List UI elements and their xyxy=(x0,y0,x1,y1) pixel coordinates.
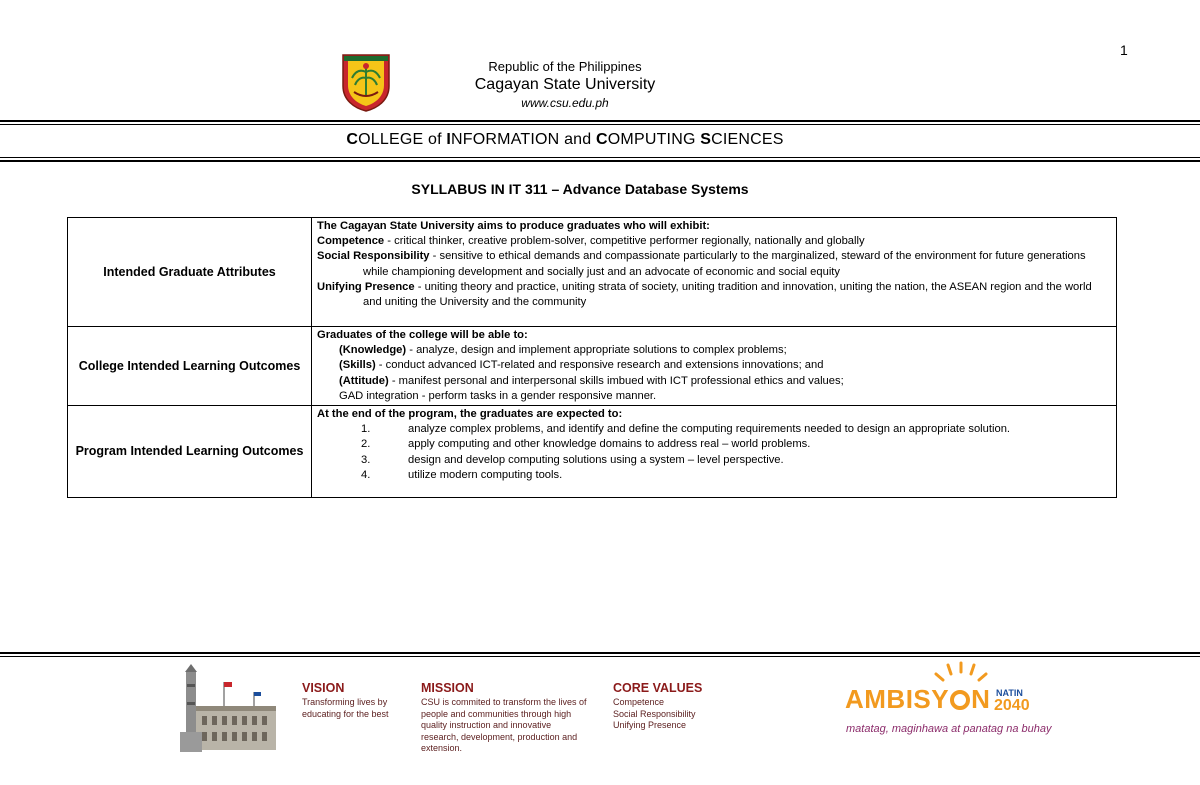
vision-text: Transforming lives by educating for the best xyxy=(302,697,389,719)
college-outcomes-intro: Graduates of the college will be able to: xyxy=(317,329,528,341)
footer-rule xyxy=(0,652,1200,654)
table-row-college-outcomes xyxy=(68,327,1117,406)
table-row-program-outcomes xyxy=(68,406,1117,498)
syllabus-table xyxy=(67,217,1117,498)
university-website: www.csu.edu.ph xyxy=(521,96,609,110)
attribute-competence: Competence - critical thinker, creative problem-solver, competitive performer regionally, nationally and globally xyxy=(317,235,865,248)
university-name: Cagayan State University xyxy=(474,76,656,93)
outcome-skills: (Skills) - conduct advanced ICT-related and responsive research and extensions innovations; and xyxy=(339,359,824,372)
attribute-social-responsibility: Social Responsibility - sensitive to ethical demands and compassionate particularly to the marginalized, steward of the environment for future generations while championing development and socially just and an advocate of economic and social equity xyxy=(317,250,1086,278)
ambisyon-word-end: N xyxy=(971,684,991,714)
natin-text: NATIN xyxy=(996,688,1023,698)
letterhead xyxy=(400,58,730,111)
attribute-unifying-presence: Unifying Presence - uniting theory and practice, uniting strata of society, uniting tradition and innovation, uniting the nation, the ASEAN region and the world and uniting the University and the community xyxy=(317,280,1092,309)
header-rule-top-thin xyxy=(0,124,1200,125)
year-text: 2040 xyxy=(994,697,1030,714)
ambisyon-o-letter xyxy=(950,690,970,710)
program-outcomes-list xyxy=(317,422,1110,483)
core-value-item: Competence xyxy=(613,697,665,707)
ambisyon-word: AMBISY xyxy=(845,684,950,714)
college-name: COLLEGE of INFORMATION and COMPUTING SCIENCES xyxy=(346,131,784,148)
core-values-heading: CORE VALUES xyxy=(613,681,703,695)
page-number: 1 xyxy=(1120,42,1128,58)
mission-block xyxy=(421,681,591,755)
republic-text: Republic of the Philippines xyxy=(488,59,642,74)
list-item: 1. analyze complex problems, and identify and define the computing requirements needed to design an appropriate solution. xyxy=(361,423,1011,436)
program-outcomes-label: Program Intended Learning Outcomes xyxy=(68,406,312,498)
header-rule-top xyxy=(0,120,1200,122)
graduate-attributes-content xyxy=(312,218,1117,327)
core-values-block xyxy=(613,681,733,732)
graduate-attributes-intro: The Cagayan State University aims to produce graduates who will exhibit: xyxy=(317,220,710,232)
ambisyon-tagline: matatag, maginhawa at panatag na buhay xyxy=(846,723,1052,735)
vision-block xyxy=(302,681,412,720)
core-value-item: Social Responsibility xyxy=(613,708,696,719)
header-rule-bottom-thin xyxy=(0,157,1200,158)
graduate-attributes-label: Intended Graduate Attributes xyxy=(68,218,312,327)
outcome-knowledge: (Knowledge) - analyze, design and implement appropriate solutions to complex problems; xyxy=(339,344,787,357)
mission-text: CSU is commited to transform the lives of people and communities through high quality instruction and innovative research, development, production and extension. xyxy=(421,697,587,753)
university-seal-logo xyxy=(340,52,392,112)
list-item: 2. apply computing and other knowledge domains to address real – world problems. xyxy=(361,438,811,451)
list-item: 4. utilize modern computing tools. xyxy=(361,468,563,481)
header-rule-bottom xyxy=(0,160,1200,162)
college-outcomes-content xyxy=(312,327,1117,406)
mission-heading: MISSION xyxy=(421,681,474,695)
footer-rule-thin xyxy=(0,656,1200,657)
campus-building-image xyxy=(178,662,278,754)
outcome-attitude: (Attitude) - manifest personal and interpersonal skills imbued with ICT professional ethics and values; xyxy=(339,374,844,387)
program-outcomes-content xyxy=(312,406,1117,498)
outcome-gad: GAD integration - perform tasks in a gender responsive manner. xyxy=(339,389,657,402)
table-row-graduate-attributes xyxy=(68,218,1117,327)
college-outcomes-label: College Intended Learning Outcomes xyxy=(68,327,312,406)
list-item: 3. design and develop computing solutions using a system – level perspective. xyxy=(361,453,784,466)
core-value-item: Unifying Presence xyxy=(613,720,687,730)
syllabus-title: SYLLABUS IN IT 311 – Advance Database Systems xyxy=(411,181,749,197)
program-outcomes-intro: At the end of the program, the graduates are expected to: xyxy=(317,408,623,420)
vision-heading: VISION xyxy=(302,681,345,695)
